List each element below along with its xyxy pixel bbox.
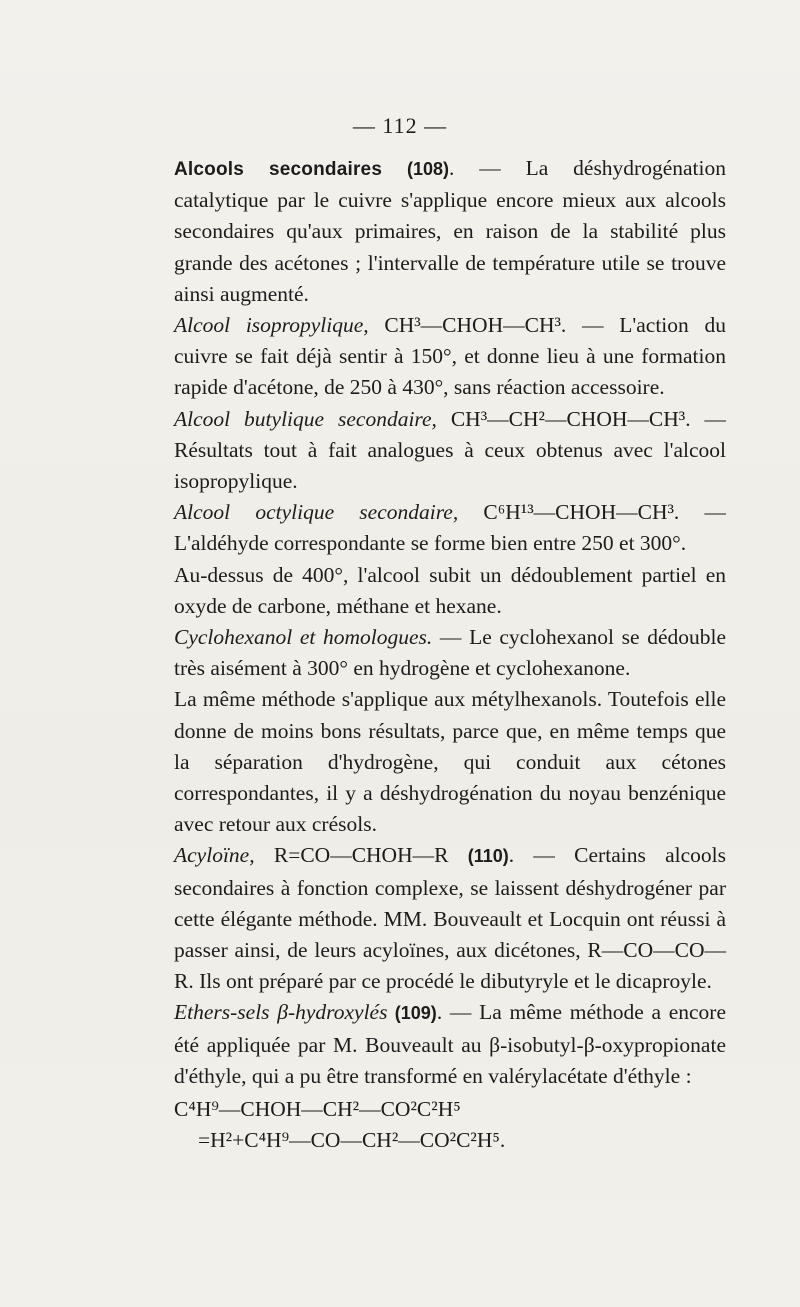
paragraph-text: . — Certains alcools secondaires à fonction complexe, se laissent déshydrogéner par cette élégante méthode. MM. Bouveault et Locquin ont réussi à passer ainsi, de leurs acyloïnes, aux dicétones, R—CO—CO—R. Ils ont préparé par ce procédé le dibutyryle et le dicaproyle.: [174, 843, 726, 994]
section-title: Alcool butylique secondaire,: [174, 406, 437, 431]
page-body: [174, 153, 726, 1157]
section-title: Alcool isopropylique,: [174, 313, 369, 338]
paragraph-text: . — La déshydrogénation catalytique par le cuivre s'applique encore mieux aux alcools secondaires qu'aux primaires, en raison de la stabilité plus grande des acétones ; l'intervalle de température utile se trouve ainsi augmenté.: [174, 156, 726, 306]
paragraph-alcool-isopropylique: [174, 310, 726, 404]
paragraph-cyclohexanol: [174, 622, 726, 684]
paragraph-alcool-octylique: [174, 497, 726, 559]
paragraph-text: Au-dessus de 400°, l'alcool subit un dédoublement partiel en oxyde de carbone, méthane et hexane.: [174, 562, 726, 618]
paragraph-acyloine: [174, 840, 726, 997]
reference-number: (108): [406, 159, 449, 179]
paragraph-text: — Résultats tout à fait analogues à ceux obtenus avec l'alcool isopropylique.: [174, 406, 727, 494]
paragraph-text: — Le cyclohexanol se dédouble très aisément à 300° en hydrogène et cyclohexanone.: [174, 625, 727, 681]
reaction-equation: [174, 1094, 726, 1156]
paragraph-text: La même méthode s'applique aux métylhexanols. Toutefois elle donne de moins bons résultats, parce que, en même temps que la séparation d'hydrogène, qui conduit aux cétones correspondantes, il y a déshydrogénation du noyau benzénique avec retour aux crésols.: [174, 687, 726, 837]
page-number: — 112 —: [352, 113, 448, 138]
paragraph-text: — L'aldéhyde correspondante se forme bien entre 250 et 300°.: [174, 500, 726, 556]
paragraph-text: . — La même méthode a encore été appliquée par M. Bouveault au β-isobutyl-β-oxypropionate d'éthyle, qui a pu être transformé en valérylacétate d'éthyle :: [174, 1000, 726, 1088]
equation-line-1: C⁴H⁹—CHOH—CH²—CO²C²H⁵: [174, 1097, 461, 1122]
reference-number: (110): [467, 846, 509, 867]
paragraph-ethers-sels: [174, 997, 726, 1092]
equation-line-2: =H²+C⁴H⁹—CO—CH²—CO²C²H⁵.: [198, 1128, 506, 1153]
chemical-formula: CH³—CHOH—CH³.: [368, 313, 567, 338]
chemical-formula: C⁶H¹³—CHOH—CH³.: [458, 500, 680, 525]
section-title: Cyclohexanol et homologues.: [174, 625, 433, 650]
section-title: Alcools secondaires: [174, 159, 383, 180]
chemical-formula: CH³—CH²—CHOH—CH³.: [436, 406, 691, 431]
chemical-formula: R=CO—CHOH—R: [254, 843, 468, 868]
paragraph-alcools-secondaires: [174, 153, 726, 310]
reference-number: (109): [387, 1003, 437, 1024]
section-title: Ethers-sels β-hydroxylés: [174, 1000, 388, 1025]
paragraph-alcool-butylique: [174, 404, 726, 498]
section-title: Acyloïne,: [174, 843, 255, 868]
section-title: Alcool octylique secondaire,: [174, 500, 459, 525]
paragraph-text: — L'action du cuivre se fait déjà sentir à 150°, et donne lieu à une formation rapide d'acétone, de 250 à 430°, sans réaction accessoire.: [174, 313, 726, 400]
paragraph-metylhexanols: [174, 684, 726, 840]
paragraph-au-dessus: [174, 560, 726, 622]
